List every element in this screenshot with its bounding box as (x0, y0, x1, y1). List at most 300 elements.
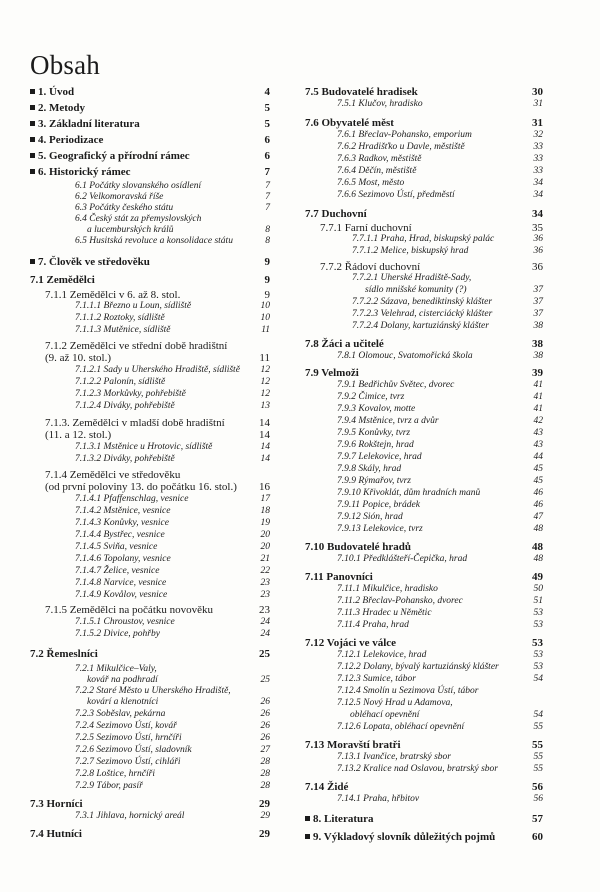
toc-entry-text: 7.10 Budovatelé hradů (305, 541, 412, 553)
toc-page-number: 55 (533, 752, 543, 762)
toc-entry-title (75, 389, 186, 400)
toc-page-number: 38 (533, 321, 543, 331)
toc-entry-text: 7.9.7 Lelekovice, hrad (337, 452, 422, 462)
toc-page-number: 42 (533, 416, 543, 426)
toc-page-number: 23 (259, 604, 270, 616)
toc-page-number: 34 (533, 190, 543, 200)
toc-entry-title (337, 380, 454, 391)
toc-entry-text: 7.1.2.4 Diváky, pohřebiště (75, 401, 175, 411)
toc-entry-text: 7.1.4.1 Pfaffenschlag, vesnice (75, 494, 189, 504)
toc-entry-title (30, 166, 131, 178)
toc-page-number: 4 (264, 86, 270, 98)
toc-page-number: 24 (260, 617, 270, 627)
toc-entry-title (365, 285, 467, 296)
toc-entry-text: 7.9.10 Křivoklát, dům hradních manů (337, 488, 481, 498)
toc-page-number: 23 (260, 578, 270, 588)
toc-page-number: 60 (532, 831, 543, 843)
toc-page-number: 28 (260, 781, 270, 791)
toc-entry-text: 7.7.1 Farní duchovní (320, 222, 412, 234)
toc-entry-text: kovář na podhradí (87, 675, 158, 685)
toc-entry-title (30, 150, 190, 162)
toc-entry-text: 2. Metody (38, 102, 86, 114)
toc-page-number: 41 (533, 380, 543, 390)
toc-entry-text: 7.12.4 Smolín u Sezimova Ústí, tábor (337, 686, 479, 696)
toc-page-number: 56 (532, 781, 543, 793)
toc-page-number: 41 (533, 392, 543, 402)
square-bullet-icon (305, 816, 310, 821)
toc-entry-title (75, 236, 233, 247)
toc-entry-title (337, 698, 453, 709)
toc-page-number: 38 (533, 351, 543, 361)
toc-page-number: 6 (264, 150, 270, 162)
toc-entry-title (305, 831, 495, 843)
toc-entry-title (30, 828, 82, 840)
toc-entry-text: 7.1.4.7 Želice, vesnice (75, 566, 160, 576)
toc-entry-title (75, 377, 165, 388)
toc-entry-text: 7.12.2 Dolany, bývalý kartuziánský klášter (337, 662, 499, 672)
toc-entry-title (75, 518, 169, 529)
square-bullet-icon (30, 137, 35, 142)
toc-entry-title (75, 811, 184, 822)
toc-entry-title (352, 246, 468, 257)
toc-page-number: 12 (260, 377, 270, 387)
toc-page-number: 26 (260, 733, 270, 743)
toc-page-number: 20 (260, 530, 270, 540)
toc-entry-text: 7.9.5 Konůvky, tvrz (337, 428, 411, 438)
toc-page-number: 16 (259, 481, 270, 493)
toc-entry-title (75, 181, 201, 192)
toc-page-number: 37 (533, 297, 543, 307)
toc-entry-title (75, 781, 143, 792)
toc-entry-text: 7.9.1 Bedřichův Světec, dvorec (337, 380, 455, 390)
toc-entry-text: 7.14 Židé (305, 781, 349, 793)
toc-entry-text: 3. Základní literatura (38, 118, 140, 130)
toc-entry-title (337, 142, 465, 153)
toc-entry-text: (9. až 10. stol.) (45, 352, 111, 364)
toc-entry-title (30, 86, 74, 98)
toc-page-number: 14 (260, 442, 270, 452)
toc-entry-title (30, 256, 150, 268)
toc-entry-title (337, 584, 438, 595)
toc-entry-text: 7.1.4.3 Konůvky, vesnice (75, 518, 169, 528)
toc-entry-title (337, 794, 419, 805)
toc-page-number: 7 (265, 181, 270, 191)
toc-entry-text: 7.1.3.1 Mstěnice u Hrotovic, sídliště (75, 442, 213, 452)
toc-entry-text: 7.8 Žáci a učitelé (305, 338, 384, 350)
toc-entry-text: 7.2.5 Sezimovo Ústí, hrnčíři (75, 733, 182, 743)
toc-entry-title (337, 722, 464, 733)
toc-entry-text: 7.9.8 Skály, hrad (337, 464, 402, 474)
toc-page-number: 38 (532, 338, 543, 350)
toc-entry-title (75, 590, 167, 601)
toc-entry-title (305, 781, 348, 793)
toc-entry-text: 7.13.2 Kralice nad Oslavou, bratrský sbor (337, 764, 498, 774)
toc-page-number: 35 (532, 222, 543, 234)
toc-entry-title (337, 662, 499, 673)
toc-page-number: 53 (533, 662, 543, 672)
square-bullet-icon (30, 153, 35, 158)
toc-entry-title (337, 452, 422, 463)
toc-entry-title (75, 192, 163, 203)
toc-entry-title (337, 166, 416, 177)
toc-entry-title (305, 117, 394, 129)
toc-entry-title (75, 757, 181, 768)
toc-entry-title (337, 500, 420, 511)
toc-page-number: 47 (533, 512, 543, 522)
toc-entry-text: obléhací opevnění (350, 710, 420, 720)
toc-entry-title (75, 566, 159, 577)
toc-entry-title (45, 469, 180, 481)
square-bullet-icon (305, 834, 310, 839)
toc-entry-title (305, 813, 373, 825)
toc-entry-title (337, 596, 463, 607)
toc-entry-text: 7.7.2 Řádoví duchovní (320, 261, 421, 273)
toc-page-number: 29 (260, 811, 270, 821)
toc-entry-title (305, 541, 411, 553)
toc-page-number: 54 (533, 710, 543, 720)
toc-entry-text: 7.1.4.9 Kovålov, vesnice (75, 590, 168, 600)
toc-entry-title (75, 203, 173, 214)
toc-page-number: 53 (533, 608, 543, 618)
toc-entry-text: 7.8.1 Olomouc, Svatomořická škola (337, 351, 473, 361)
square-bullet-icon (30, 105, 35, 110)
toc-page-number: 55 (533, 764, 543, 774)
toc-entry-text: 7.9.12 Sión, hrad (337, 512, 403, 522)
toc-page-number: 53 (533, 620, 543, 630)
toc-page-number: 28 (260, 757, 270, 767)
toc-entry-title (305, 367, 359, 379)
toc-entry-text: 7.12.3 Sumice, tábor (337, 674, 416, 684)
toc-page-number: 53 (533, 650, 543, 660)
toc-entry-title (75, 542, 157, 553)
toc-entry-title (75, 686, 231, 697)
toc-page-number: 24 (260, 629, 270, 639)
toc-entry-text: 8. Literatura (313, 813, 374, 825)
square-bullet-icon (30, 259, 35, 264)
toc-page-number: 27 (260, 745, 270, 755)
toc-page-number: 25 (260, 675, 270, 685)
toc-entry-text: 6.5 Husitská revoluce a konsolidace státu (75, 236, 233, 246)
toc-entry-title (75, 365, 240, 376)
toc-entry-title (75, 494, 188, 505)
toc-page-number: 39 (532, 367, 543, 379)
toc-page-number: 48 (533, 524, 543, 534)
toc-page-number: 44 (533, 452, 543, 462)
toc-entry-title (337, 512, 403, 523)
toc-page-number: 6 (264, 134, 270, 146)
toc-entry-text: 7. Člověk ve středověku (38, 256, 150, 268)
toc-entry-text: 7.2.2 Staré Město u Uherského Hradiště, (75, 686, 231, 696)
toc-entry-title (30, 798, 83, 810)
toc-page-number: 55 (532, 739, 543, 751)
toc-entry-title (337, 524, 423, 535)
toc-entry-title (337, 351, 473, 362)
toc-entry-text: a lucemburských králů (87, 225, 174, 235)
toc-entry-text: 7.12 Vojáci ve válce (305, 637, 397, 649)
toc-page-number: 37 (533, 285, 543, 295)
toc-page-number: 45 (533, 464, 543, 474)
page-title: Obsah (30, 50, 100, 80)
toc-page-number: 56 (533, 794, 543, 804)
toc-entry-text: 7.2.3 Soběslav, pekárna (75, 709, 166, 719)
toc-page-number: 23 (260, 590, 270, 600)
toc-page-number: 31 (533, 99, 543, 109)
toc-entry-title (337, 130, 472, 141)
toc-entry-title (305, 86, 418, 98)
toc-entry-text: 7.9.13 Lelekovice, tvrz (337, 524, 423, 534)
toc-page-number: 36 (533, 234, 543, 244)
toc-entry-text: 7.7.1.1 Praha, Hrad, biskupský palác (352, 234, 495, 244)
toc-entry-title (75, 554, 171, 565)
toc-entry-title (305, 338, 384, 350)
toc-entry-title (337, 476, 411, 487)
toc-entry-text: 7.7.1.2 Melice, biskupský hrad (352, 246, 469, 256)
toc-entry-text: 7.2 Řemeslníci (30, 648, 98, 660)
toc-entry-text: 7.7.2.2 Sázava, benediktinský klášter (352, 297, 493, 307)
toc-entry-title (337, 178, 404, 189)
toc-entry-text: 7.9.6 Rokštejn, hrad (337, 440, 414, 450)
toc-entry-text: 7.9.9 Rýmařov, tvrz (337, 476, 411, 486)
toc-entry-text: 7.1.1.3 Mutěnice, sídliště (75, 325, 171, 335)
toc-entry-title (75, 664, 157, 675)
toc-entry-title (352, 234, 494, 245)
toc-entry-text: 7.13 Moravští bratři (305, 739, 401, 751)
toc-entry-text: 7.9.11 Popice, brádek (337, 500, 420, 510)
toc-entry-text: 7.2.4 Sezimovo Ústí, kovář (75, 721, 177, 731)
toc-page-number: 18 (260, 506, 270, 516)
toc-entry-text: 7.6.2 Hradišťko u Davle, městiště (337, 142, 465, 152)
toc-entry-text: (od první poloviny 13. do počátku 16. stol.) (45, 481, 237, 493)
toc-entry-text: 9. Výkladový slovník důležitých pojmů (313, 831, 496, 843)
toc-page-number: 46 (533, 488, 543, 498)
toc-entry-text: 7.1.2.1 Sady u Uherského Hradiště, sídliště (75, 365, 240, 375)
toc-entry-text: 7.1.2.2 Palonín, sídliště (75, 377, 166, 387)
toc-entry-title (337, 650, 426, 661)
toc-entry-text: 7.13.1 Ivančice, bratrský sbor (337, 752, 451, 762)
toc-entry-text: 7.1.4.8 Narvice, vesnice (75, 578, 167, 588)
toc-page-number: 45 (533, 476, 543, 486)
toc-page-number: 30 (532, 86, 543, 98)
toc-entry-text: 7.1.4.4 Bystřec, vesnice (75, 530, 165, 540)
toc-page-number: 43 (533, 428, 543, 438)
toc-entry-text: 7.1.1 Zemědělci v 6. až 8. stol. (45, 289, 181, 301)
toc-page-number: 57 (532, 813, 543, 825)
square-bullet-icon (30, 121, 35, 126)
toc-entry-title (30, 648, 98, 660)
toc-entry-text: 7.6.5 Most, město (337, 178, 405, 188)
toc-page-number: 13 (260, 401, 270, 411)
toc-entry-title (30, 134, 103, 146)
toc-entry-title (87, 675, 158, 686)
toc-entry-text: 6. Historický rámec (38, 166, 131, 178)
toc-page-number: 10 (260, 313, 270, 323)
toc-entry-text: 7.7.2.3 Velehrad, cisterciácký klášter (352, 309, 493, 319)
toc-entry-text: 7.1.4.6 Topolany, vesnice (75, 554, 171, 564)
toc-entry-title (337, 404, 415, 415)
toc-entry-title (352, 321, 489, 332)
toc-page-number: 21 (260, 554, 270, 564)
toc-page-number: 31 (532, 117, 543, 129)
toc-entry-text: 7.1.5 Zemědělci na počátku novověku (45, 604, 214, 616)
toc-entry-title (87, 225, 174, 236)
toc-entry-title (45, 604, 213, 616)
toc-entry-title (45, 352, 111, 364)
toc-page-number: 14 (259, 429, 270, 441)
toc-entry-text: 7.2.6 Sezimovo Ústí, sladovník (75, 745, 192, 755)
toc-entry-title (75, 401, 175, 412)
toc-entry-title (75, 313, 165, 324)
toc-page-number: 20 (260, 542, 270, 552)
toc-entry-title (45, 289, 180, 301)
toc-page-number: 29 (259, 828, 270, 840)
toc-page-number: 8 (265, 225, 270, 235)
toc-page-number: 12 (260, 389, 270, 399)
toc-page-number: 26 (260, 709, 270, 719)
toc-entry-title (337, 464, 401, 475)
toc-entry-title (337, 488, 480, 499)
toc-page-number: 11 (259, 352, 270, 364)
toc-page-number: 36 (533, 246, 543, 256)
toc-entry-title (305, 739, 401, 751)
toc-entry-text: 7.14.1 Praha, hřbitov (337, 794, 420, 804)
toc-entry-title (75, 629, 160, 640)
toc-entry-text: 7.1.4.5 Sviňa, vesnice (75, 542, 158, 552)
toc-page-number: 51 (533, 596, 543, 606)
toc-entry-title (337, 154, 422, 165)
toc-entry-title (75, 578, 166, 589)
toc-page-number: 54 (533, 674, 543, 684)
toc-entry-text: 4. Periodizace (38, 134, 104, 146)
toc-entry-text: 7.7.2.1 Uherské Hradiště-Sady, (352, 273, 472, 283)
toc-page-number: 33 (533, 166, 543, 176)
toc-entry-text: 6.2 Velkomoravská říše (75, 192, 164, 202)
toc-entry-text: 7.6.6 Sezimovo Ústí, předměstí (337, 190, 455, 200)
toc-entry-text: 7.11.3 Hradec u Němětic (337, 608, 432, 618)
toc-entry-text: 7.3 Horníci (30, 798, 83, 810)
toc-entry-title (75, 454, 175, 465)
toc-entry-text: 7.1.3.2 Diváky, pohřebiště (75, 454, 175, 464)
toc-page-number: 8 (265, 236, 270, 246)
toc-entry-title (337, 428, 410, 439)
toc-entry-text: 7.6.1 Břeclav-Pohansko, emporium (337, 130, 472, 140)
toc-page-number: 55 (533, 722, 543, 732)
toc-entry-title (337, 416, 439, 427)
toc-entry-text: 7.7.2.4 Dolany, kartuziánský klášter (352, 321, 489, 331)
toc-entry-title (75, 530, 165, 541)
toc-entry-title (75, 617, 175, 628)
toc-entry-text: kovárí a klenotníci (87, 697, 159, 707)
toc-page-number: 29 (259, 798, 270, 810)
toc-page-number: 14 (260, 454, 270, 464)
toc-page-number: 25 (259, 648, 270, 660)
toc-entry-text: 7.11.4 Praha, hrad (337, 620, 409, 630)
toc-entry-text: 7.9.2 Čimice, tvrz (337, 392, 405, 402)
toc-page-number: 7 (264, 166, 270, 178)
toc-page-number: 46 (533, 500, 543, 510)
toc-page-number: 48 (532, 541, 543, 553)
toc-entry-title (337, 686, 478, 697)
toc-entry-title (352, 273, 471, 284)
toc-entry-title (87, 697, 158, 708)
toc-entry-text: 7.1.4.2 Mstěnice, vesnice (75, 506, 171, 516)
toc-entry-text: 5. Geografický a přírodní rámec (38, 150, 190, 162)
toc-entry-text: 7.12.1 Lelekovice, hrad (337, 650, 427, 660)
toc-page-number: 7 (265, 203, 270, 213)
toc-page-number: 12 (260, 365, 270, 375)
toc-entry-title (75, 301, 191, 312)
toc-entry-title (45, 429, 111, 441)
toc-entry-title (352, 297, 492, 308)
toc-entry-title (75, 442, 212, 453)
square-bullet-icon (30, 169, 35, 174)
toc-entry-title (75, 214, 201, 225)
toc-entry-title (75, 506, 171, 517)
toc-entry-text: 7.4 Hutníci (30, 828, 82, 840)
toc-entry-text: 7.5 Budovatelé hradisek (305, 86, 418, 98)
toc-entry-title (337, 752, 451, 763)
toc-entry-text: 7.9 Velmoži (305, 367, 359, 379)
toc-page-number: 10 (260, 301, 270, 311)
toc-entry-text: 7.1.3. Zemědělci v mladší době hradištní (45, 417, 225, 429)
toc-entry-text: 6.4 Český stát za přemyslovských (75, 214, 202, 224)
toc-entry-text: 7.2.9 Tábor, pasíř (75, 781, 143, 791)
toc-page-number: 41 (533, 404, 543, 414)
toc-page-number: 49 (532, 571, 543, 583)
toc-page-number: 33 (533, 154, 543, 164)
toc-page-number: 22 (260, 566, 270, 576)
toc-page-number: 33 (533, 142, 543, 152)
toc-entry-title (337, 764, 498, 775)
toc-entry-text: 6.3 Počátky českého státu (75, 203, 174, 213)
toc-page-number: 9 (264, 256, 270, 268)
toc-entry-text: 7.11.2 Břeclav-Pohansko, dvorec (337, 596, 463, 606)
toc-entry-title (305, 571, 373, 583)
toc-entry-title (337, 674, 416, 685)
toc-entry-text: 7.1.4 Zemědělci ve středověku (45, 469, 181, 481)
toc-entry-text: 7.2.7 Sezimovo Ústí, cihláři (75, 757, 181, 767)
square-bullet-icon (30, 89, 35, 94)
toc-page-number: 43 (533, 440, 543, 450)
toc-entry-text: (11. a 12. stol.) (45, 429, 112, 441)
toc-entry-text: 7.1.1.1 Březno u Loun, sídliště (75, 301, 192, 311)
toc-entry-title (337, 99, 423, 110)
toc-entry-title (75, 709, 165, 720)
toc-page-number: 5 (264, 102, 270, 114)
toc-page-number: 28 (260, 769, 270, 779)
toc-page-number: 14 (259, 417, 270, 429)
toc-entry-text: 7.3.1 Jihlava, hornický areál (75, 811, 185, 821)
toc-entry-title (75, 769, 155, 780)
toc-page-number: 9 (264, 289, 270, 301)
toc-page-number: 5 (264, 118, 270, 130)
toc-page-number: 50 (533, 584, 543, 594)
toc-entry-title (320, 261, 420, 273)
toc-page-number: 17 (260, 494, 270, 504)
toc-entry-text: 7.12.5 Nový Hrad u Adamova, (337, 698, 453, 708)
toc-page-number: 26 (260, 697, 270, 707)
toc-page-number: 37 (533, 309, 543, 319)
toc-entry-text: 6.1 Počátky slovanského osídlení (75, 181, 202, 191)
toc-entry-text: 7.1 Zemědělci (30, 274, 95, 286)
toc-entry-title (45, 340, 227, 352)
toc-entry-title (30, 274, 95, 286)
toc-entry-text: 7.1.2.3 Morkůvky, pohřebiště (75, 389, 186, 399)
toc-entry-text: 7.10.1 Předklášteří-Čepička, hrad (337, 554, 468, 564)
toc-entry-title (305, 637, 396, 649)
toc-page-number: 48 (533, 554, 543, 564)
toc-entry-title (337, 440, 414, 451)
toc-entry-text: 7.6.4 Děčín, městiště (337, 166, 417, 176)
